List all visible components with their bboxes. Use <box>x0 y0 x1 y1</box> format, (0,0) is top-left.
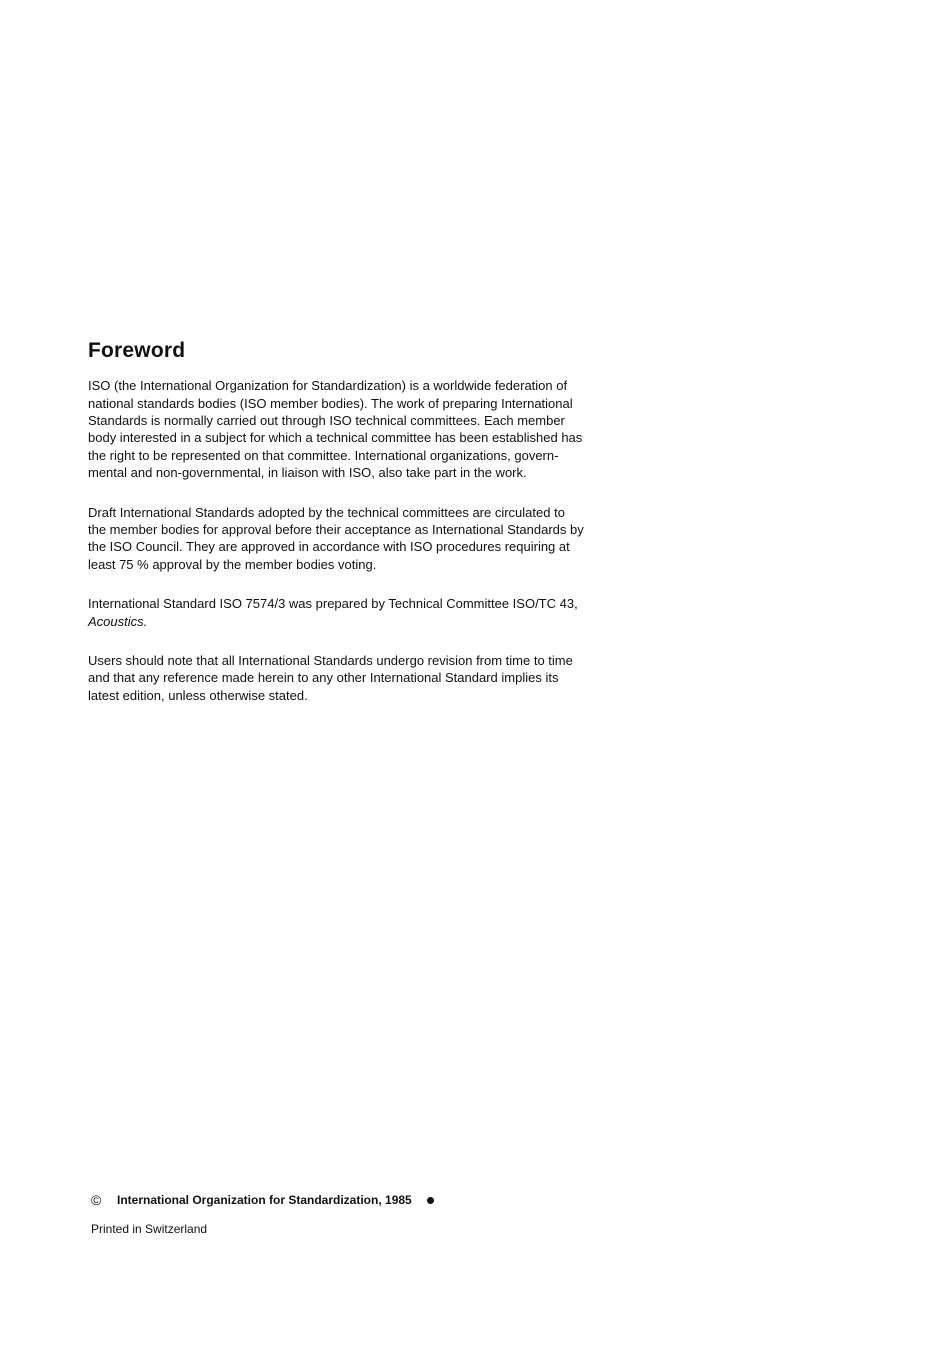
paragraph-line: least 75 % approval by the member bodies voting. <box>88 556 377 572</box>
paragraph-line: mental and non-governmental, in liaison with ISO, also take part in the work. <box>88 465 527 481</box>
paragraph-line: Draft International Standards adopted by the technical committees are circulated to <box>88 504 565 520</box>
paragraph-line: national standards bodies (ISO member bodies). The work of preparing International <box>88 395 573 411</box>
paragraph-prepared-by <box>88 595 628 630</box>
paragraph-line: Users should note that all International Standards undergo revision from time to time <box>88 653 573 669</box>
copyright-line <box>91 1191 611 1209</box>
copyright-block <box>91 1191 611 1237</box>
paragraph-line: Standards is normally carried out through ISO technical committees. Each member <box>88 413 565 428</box>
paragraph-line: International Standard ISO 7574/3 was prepared by Technical Committee ISO/TC 43, <box>88 596 578 612</box>
paragraph-line: body interested in a subject for which a technical committee has been established has <box>88 430 583 446</box>
copyright-text: International Organization for Standardization, 1985 <box>117 1193 412 1207</box>
paragraph-revision-note <box>88 652 628 704</box>
paragraph-line-acoustics: Acoustics. <box>88 613 148 629</box>
printed-location: Printed in Switzerland <box>91 1222 208 1236</box>
paragraph-line: ISO (the International Organization for Standardization) is a worldwide federation of <box>88 378 568 394</box>
paragraph-line: the ISO Council. They are approved in accordance with ISO procedures requiring at <box>88 539 570 555</box>
foreword-title: Foreword <box>88 339 186 362</box>
paragraph-draft-standards <box>88 504 628 574</box>
paragraph-line: the right to be represented on that committee. International organizations, govern- <box>88 447 559 463</box>
foreword-section <box>88 338 628 704</box>
paragraph-line: and that any reference made herein to any other International Standard implies its <box>88 670 559 686</box>
paragraph-line: the member bodies for approval before their acceptance as International Standards by <box>88 522 584 538</box>
copyright-icon: © <box>91 1192 102 1208</box>
bullet-icon <box>427 1197 434 1204</box>
paragraph-iso-description <box>88 377 628 481</box>
paragraph-line: latest edition, unless otherwise stated. <box>88 687 308 703</box>
